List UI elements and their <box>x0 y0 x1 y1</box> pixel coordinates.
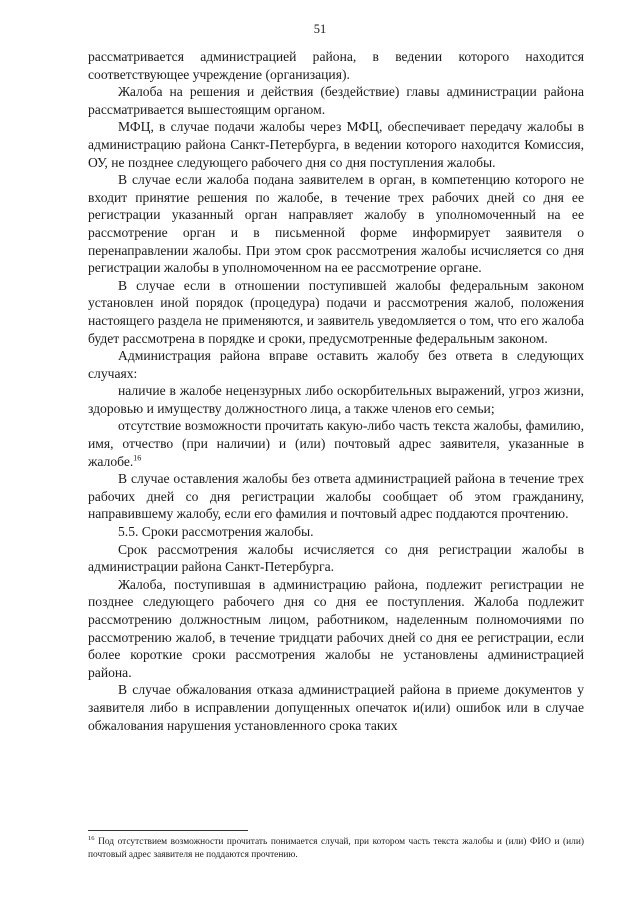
paragraph-4: В случае если жалоба подана заявителем в орган, в компетенцию которого не входит принятие решения по жалобе, в течение трех рабочих дней со дня ее регистрации указанный орган направляет жалобу в уполномоченный на ее рассмотрение орган и в письменной форме информирует заявителя о перенаправлении жалобы. При этом срок рассмотрения жалобы исчисляется со дня регистрации жалобы в уполномоченном на ее рассмотрение органе. <box>88 172 584 276</box>
list-item-unreadable-text: отсутствие возможности прочитать какую-либо часть текста жалобы, фамилию, имя, отчество (при наличии) и (или) почтовый адрес заявителя, указанные в жалобе. <box>88 418 584 469</box>
footnote-reference: 16 <box>133 453 142 463</box>
document-body <box>88 48 584 734</box>
footnote <box>88 836 584 862</box>
paragraph-10: В случае обжалования отказа администрацией района в приеме документов у заявителя либо в исправлении допущенных опечаток и(или) ошибок или в случае обжалования нарушения установленного срока таких <box>88 682 584 733</box>
list-item-unreadable <box>88 417 584 470</box>
paragraph-3: МФЦ, в случае подачи жалобы через МФЦ, обеспечивает передачу жалобы в администрацию района Санкт-Петербурга, в ведении которого находится Комиссия, ОУ, не позднее следующего рабочего дня со дня поступления жалобы. <box>88 119 584 170</box>
paragraph-5: В случае если в отношении поступившей жалобы федеральным законом установлен иной порядок (процедура) подачи и рассмотрения жалоб, положения настоящего раздела не применяются, и заявитель уведомляется о том, что его жалоба будет рассмотрена в порядке и сроки, предусмотренные федеральным законом. <box>88 277 584 346</box>
paragraph-8: Срок рассмотрения жалобы исчисляется со дня регистрации жалобы в администрации района Санкт-Петербурга. <box>88 541 584 575</box>
page-number: 51 <box>313 22 327 36</box>
paragraph-2: Жалоба на решения и действия (бездействие) главы администрации района рассматривается вышестоящим органом. <box>88 84 584 117</box>
section-heading-5-5: 5.5. Сроки рассмотрения жалобы. <box>118 524 314 540</box>
list-item-obscene: наличие в жалобе нецензурных либо оскорбительных выражений, угроз жизни, здоровью и имуществу должностного лица, а также членов его семьи; <box>88 383 584 416</box>
footnote-divider <box>88 830 248 831</box>
footnote-text: Под отсутствием возможности прочитать понимается случай, при котором часть текста жалобы и (или) ФИО и (или) почтовый адрес заявителя не поддаются прочтению. <box>88 837 585 860</box>
paragraph-6: Администрация района вправе оставить жалобу без ответа в следующих случаях: <box>88 348 584 381</box>
paragraph-7: В случае оставления жалобы без ответа администрацией района в течение трех рабочих дней со дня регистрации жалобы сообщает об этом гражданину, направившему жалобу, если его фамилия и почтовый адрес поддаются прочтению. <box>88 471 584 522</box>
footnote-number: 16 <box>88 834 95 842</box>
paragraph-9: Жалоба, поступившая в администрацию района, подлежит регистрации не позднее следующего рабочего дня со дня ее поступления. Жалоба подлежит рассмотрению должностным лицом, работником, наделенным полномочиями по рассмотрению жалоб, в течение тридцати рабочих дней со дня ее регистрации, если более короткие сроки рассмотрения жалобы не установлены администрацией района. <box>88 576 584 680</box>
paragraph-1: рассматривается администрацией района, в ведении которого находится соответствующее учреждение (организация). <box>88 49 584 82</box>
